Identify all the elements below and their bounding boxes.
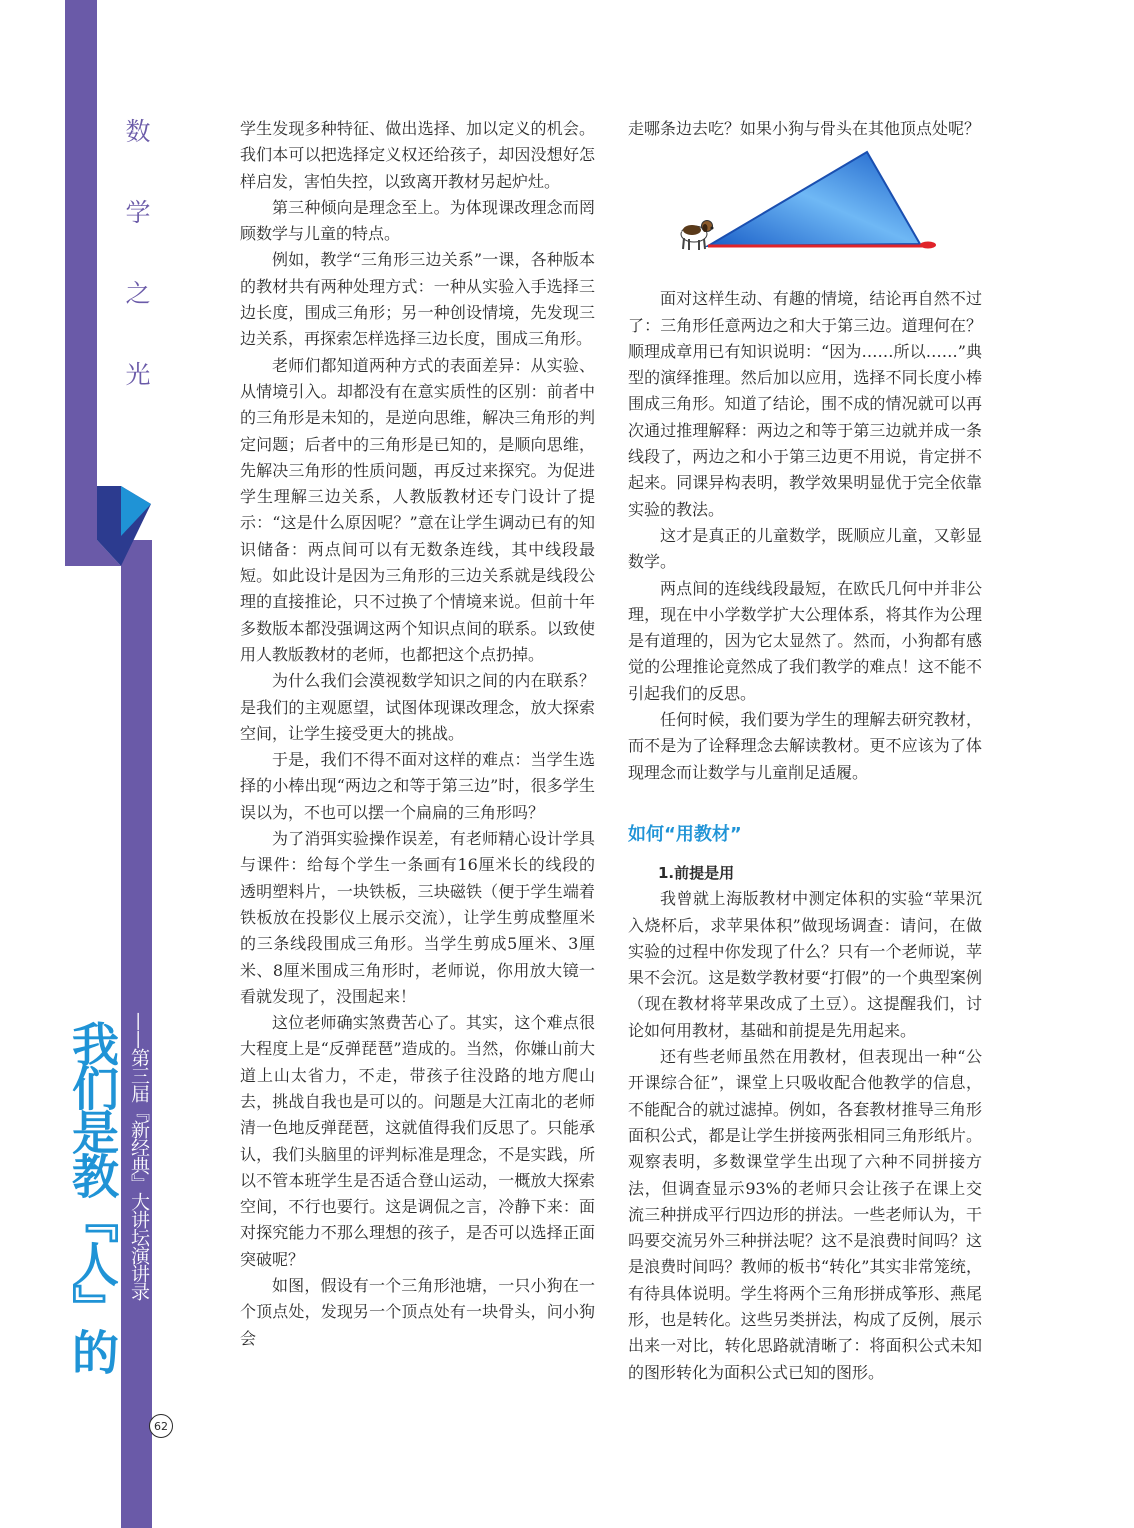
sidebar-corner-decoration — [65, 486, 155, 566]
section-heading: 如何“用教材” — [628, 823, 742, 845]
paragraph: 为了消弭实验操作误差，有老师精心设计学具与课件：给每个学生一条画有16厘米长的线段的透明塑料片，一块铁板，三块磁铁（便于学生端着铁板放在投影仪上展示交流），让学生剪成整厘米的三条线段围成三角形。当学生剪成5厘米、3厘米、8厘米围成三角形时，老师说，你用放大镜一看就发现了，没围起来！ — [240, 829, 595, 1006]
section-char: 之 — [125, 279, 151, 308]
paragraph: 面对这样生动、有趣的情境，结论再自然不过了：三角形任意两边之和大于第三边。道理何在？顺理成章用已有知识说明：“因为……所以……”典型的演绎推理。然后加以应用，选择不同长度小棒围成三角形。知道了结论，围不成的情况就可以再次通过推理解释：两边之和等于第三边就并成一条线段了，两边之和小于第三边更不用说，肯定拼不起来。同课异构表明，教学效果明显优于完全依靠实验的教法。 — [628, 289, 982, 519]
bone-icon — [920, 242, 936, 249]
paragraph: 走哪条边去吃？如果小狗与骨头在其他顶点处呢？ — [628, 119, 981, 138]
paragraph: 为什么我们会漠视数学知识之间的内在联系？是我们的主观愿望，试图体现课改理念，放大探索空间，让学生接受更大的挑战。 — [240, 671, 595, 743]
paragraph: 老师们都知道两种方式的表面差异：从实验、从情境引入。却都没有在意实质性的区别：前者中的三角形是未知的，是逆向思维，解决三角形的判定问题；后者中的三角形是已知的，是顺向思维，先解决三角形的性质问题，再反过来探究。为促进学生理解三边关系，人教版教材还专门设计了提示：“这是什么原因呢？”意在让学生调动已有的知识储备：两点间可以有无数条连线，其中线段最短。如此设计是因为三角形的三边关系就是线段公理的直接推论，只不过换了个情境来说。但前十年多数版本都没强调这两个知识点间的联系。以致使用人教版教材的老师，也都把这个点扔掉。 — [240, 355, 595, 664]
section-char: 学 — [125, 198, 151, 227]
page-number: 62 — [149, 1414, 173, 1438]
dog-and-triangle-illustration — [672, 148, 942, 256]
paragraph: 我曾就上海版教材中测定体积的实验“苹果沉入烧杯后，求苹果体积”做现场调查：请问，在做实验的过程中你发现了什么？只有一个老师说，苹果不会沉。这是数学教材要“打假”的一个典型案例（现在教材将苹果改成了土豆）。这提醒我们，讨论如何用教材，基础和前提是先用起来。 — [628, 889, 982, 1040]
paragraph: 学生发现多种特征、做出选择、加以定义的机会。我们本可以把选择定义权还给孩子，却因没想好怎样启发，害怕失控，以致离开教材另起炉灶。 — [240, 119, 595, 191]
paragraph: 于是，我们不得不面对这样的难点：当学生选择的小棒出现“两边之和等于第三边”时，很多学生误以为，不也可以摆一个扁扁的三角形吗？ — [240, 750, 595, 822]
paragraph: 还有些老师虽然在用教材，但表现出一种“公开课综合征”，课堂上只吸收配合他教学的信息，不能配合的就过滤掉。例如，各套教材推导三角形面积公式，都是让学生拼接两张相同三角形纸片。观察表明，多数课堂学生出现了六种不同拼接方法，但调查显示93%的老师只会让孩子在课上交流三种拼成平行四边形的拼法。一些老师认为，干吗要交流另外三种拼法呢？这不是浪费时间吗？这是浪费时间吗？教师的板书“转化”其实非常笼统，有待具体说明。学生将两个三角形拼成筝形、燕尾形，也是转化。这些另类拼法，构成了反例，展示出来一对比，转化思路就清晰了：将面积公式未知的图形转化为面积公式已知的图形。 — [628, 1047, 982, 1382]
subheading: 1.前提是用 — [658, 863, 735, 882]
section-char: 光 — [125, 360, 151, 389]
paragraph: 例如，教学“三角形三边关系”一课，各种版本的教材共有两种处理方式：一种从实验入手选择三边长度，围成三角形；另一种创设情境，先发现三边关系，再探索怎样选择三边长度，围成三角形。 — [240, 250, 595, 349]
paragraph: 第三种倾向是理念至上。为体现课改理念而罔顾数学与儿童的特点。 — [240, 197, 595, 244]
paragraph: 这才是真正的儿童数学，既顺应儿童，又彰显数学。 — [628, 525, 982, 572]
sidebar-bar-top — [65, 0, 97, 540]
paragraph: 这位老师确实煞费苦心了。其实，这个难点很大程度上是“反弹琵琶”造成的。当然，你嫌山前大道上山太省力，不走，带孩子往没路的地方爬山去，挑战自我也是可以的。问题是大江南北的老师清一色地反弹琵琶，这就值得我们反思了。只能承认，我们头脑里的评判标准是理念，不是实践，所以不管本班学生是否适合登山运动，一概放大探索空间，不行也要行。这是调侃之言，冷静下来：面对探究能力不那么理想的孩子，是否可以选择正面突破呢？ — [240, 1013, 595, 1269]
triangle-pond — [708, 152, 920, 246]
right-column — [628, 116, 982, 1386]
left-column — [240, 116, 595, 1352]
paragraph: 任何时候，我们要为学生的理解去研究教材，而不是为了诠释理念去解读教材。更不应该为了体现理念而让数学与儿童削足适履。 — [628, 710, 982, 782]
section-label — [118, 112, 158, 436]
paragraph: 如图，假设有一个三角形池塘，一只小狗在一个顶点处，发现另一个顶点处有一块骨头，问小狗会 — [240, 1276, 595, 1348]
paragraph: 两点间的连线线段最短，在欧氏几何中并非公理，现在中小学数学扩大公理体系，将其作为公理是有道理的，因为它太显然了。然而，小狗都有感觉的公理推论竟然成了我们教学的难点！这不能不引起我们的反思。 — [628, 578, 982, 703]
series-title: 我们是教『人』的 — [64, 1020, 119, 1372]
section-char: 数 — [125, 117, 151, 146]
series-subtitle: ——第三届『新经典』大讲坛演讲录 — [128, 1012, 150, 1300]
